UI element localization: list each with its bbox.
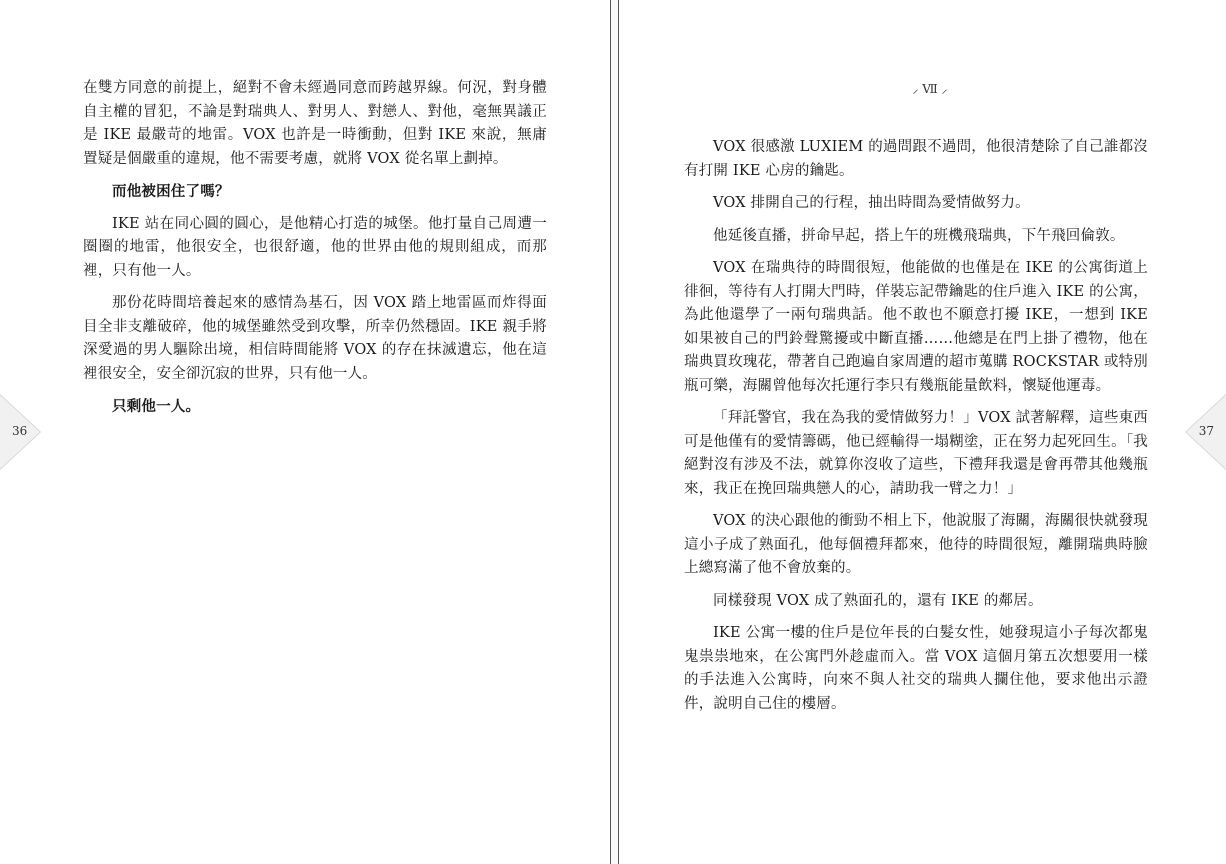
right-paragraph: 「拜託警官，我在為我的愛情做努力！」VOX 試著解釋，這些東西可是他僅有的愛情籌碼，他已經輸得一塌糊塗，正在努力起死回生。「我絕對沒有涉及不法，就算你沒收了這些，下禮拜我還是會再帶其他幾瓶來，我正在挽回瑞典戀人的心，請助我一臂之力！」 <box>684 410 1148 497</box>
right-page-body <box>684 136 1148 725</box>
left-page-body <box>83 77 547 428</box>
right-paragraph: VOX 很感激 LUXIEM 的過問跟不過問，他很清楚除了自己誰都沒有打開 IKE 心房的鑰匙。 <box>684 139 1148 179</box>
left-paragraph: 只剩他一人。 <box>112 398 201 415</box>
right-paragraph: IKE 公寓一樓的住戶是位年長的白髮女性，她發現這小子每次都鬼鬼祟祟地來，在公寓門外趁虛而入。當 VOX 這個月第五次想要用一樣的手法進入公寓時，向來不與人社交的瑞典人攔住他，要求他出示證件，說明自己住的樓層。 <box>684 625 1148 712</box>
left-paragraph: 在雙方同意的前提上，絕對不會未經過同意而跨越界線。何況，對身體自主權的冒犯，不論是對瑞典人、對男人、對戀人、對他，毫無異議正是 IKE 最嚴苛的地雷。VOX 也許是一時衝動，但對 IKE 來說，無庸置疑是個嚴重的違規，他不需要考慮，就將 VOX 從名單上劃掉。 <box>83 80 547 167</box>
right-paragraph: VOX 排開自己的行程，抽出時間為愛情做努力。 <box>713 195 1030 211</box>
left-page-number: 36 <box>12 424 28 438</box>
right-paragraph: VOX 在瑞典待的時間很短，他能做的也僅是在 IKE 的公寓街道上徘徊，等待有人打開大門時，佯裝忘記帶鑰匙的住戶進入 IKE 的公寓，為此他還學了一兩句瑞典話。他不敢也不願意打擾 IKE，一想到 IKE 如果被自己的門鈴聲驚擾或中斷直播……他總是在門上掛了禮物，他在瑞典買玫瑰花，帶著自己跑遍自家周遭的超市蒐購 ROCKSTAR 或特別瓶可樂，海關曾他每次托運行李只有幾瓶能量飲料，懷疑他運毒。 <box>684 260 1148 394</box>
right-page-number: 37 <box>1198 424 1214 438</box>
left-page <box>0 0 610 864</box>
left-paragraph: 那份花時間培養起來的感情為基石，因 VOX 踏上地雷區而炸得面目全非支離破碎，他的城堡雖然受到攻擊，所幸仍然穩固。IKE 親手將深愛過的男人驅除出境，相信時間能將 VOX 的存在抹滅遺忘，他在這裡很安全，安全卻沉寂的世界，只有他一人。 <box>83 295 547 382</box>
left-paragraph: IKE 站在同心圓的圓心，是他精心打造的城堡。他打量自己周遭一圈圈的地雷，他很安全，也很舒適，他的世界由他的規則組成，而那裡，只有他一人。 <box>83 215 547 279</box>
right-paragraph: 他延後直播，拼命早起，搭上午的班機飛瑞典，下午飛回倫敦。 <box>713 227 1125 244</box>
right-paragraph: 同樣發現 VOX 成了熟面孔的，還有 IKE 的鄰居。 <box>713 592 1043 609</box>
left-paragraph: 而他被困住了嗎？ <box>112 183 230 200</box>
chapter-mark: ⸝ Ⅶ ⸝ <box>912 82 948 96</box>
right-paragraph: VOX 的決心跟他的衝勁不相上下，他說服了海關，海關很快就發現這小子成了熟面孔，他每個禮拜都來，他待的時間很短，離開瑞典時臉上總寫滿了他不會放棄的。 <box>684 513 1148 576</box>
page-gutter <box>610 0 619 864</box>
